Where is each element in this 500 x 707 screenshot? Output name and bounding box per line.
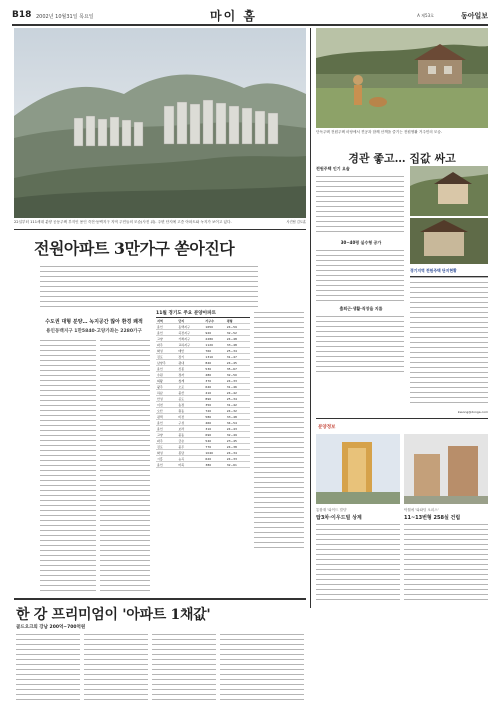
cell: 용인 <box>156 420 177 426</box>
newspaper-logo: 동아일보 <box>460 12 488 20</box>
cell: 마북 <box>177 462 204 468</box>
sale-item-2-body <box>404 524 488 604</box>
cell: 원동 <box>177 408 204 414</box>
cell: 1310 <box>204 354 225 360</box>
cell: 620 <box>204 456 225 462</box>
cell: 오산 <box>156 408 177 414</box>
cell: 태안 <box>177 348 204 354</box>
cell: 530 <box>204 366 225 372</box>
cell: 청계 <box>177 378 204 384</box>
cell: 용인 <box>156 366 177 372</box>
complex-table <box>410 276 488 369</box>
cell: 능곡 <box>177 456 204 462</box>
cell: 정자 <box>177 372 204 378</box>
cell: 24~42 <box>226 390 250 396</box>
page-header <box>12 6 488 26</box>
cell: 640 <box>204 384 225 390</box>
cell: 보라 <box>177 426 204 432</box>
cell: 평내 <box>177 360 204 366</box>
table-title: 11월 경기도 주요 분양아파트 <box>156 310 250 318</box>
cell: 24~38 <box>226 444 250 450</box>
right-article-body-2 <box>316 250 404 302</box>
cell: 24~48 <box>226 336 250 342</box>
cell: 1650 <box>204 324 225 330</box>
cell: 460 <box>204 420 225 426</box>
cell: 파주 <box>156 438 177 444</box>
cell: 690 <box>204 432 225 438</box>
cell: 죽전지구 <box>177 330 204 336</box>
issue-tag: A 제53호 <box>417 13 434 18</box>
table-header: 단지 <box>177 318 204 324</box>
cell: 34~54 <box>226 420 250 426</box>
cell: 760 <box>204 348 225 354</box>
cell: 안성 <box>156 396 177 402</box>
lead-intro-text <box>40 266 258 308</box>
right-article-body-3 <box>316 316 404 374</box>
bottom-body-2 <box>84 634 148 702</box>
cell: 23~45 <box>226 438 250 444</box>
divider <box>14 229 306 230</box>
cell: 광주 <box>156 384 177 390</box>
left-article-body <box>40 340 96 595</box>
right-subhead-1: 전원주택 인기 요술 <box>316 166 350 171</box>
table <box>156 318 250 468</box>
cell: 풍무 <box>177 444 204 450</box>
right-subhead-2: 30~40평 실수형 공가 <box>340 240 382 245</box>
cell: 화성 <box>156 450 177 456</box>
right-inset-photo-2 <box>410 218 488 264</box>
cell: 의왕 <box>156 378 177 384</box>
cell: 시흥 <box>156 456 177 462</box>
cell: 봉담 <box>177 450 204 456</box>
cell: 남양주 <box>156 360 177 366</box>
right-photo-caption: 단독주택 전원주택 마당에서 견공과 함께 산책을 즐기는 전원생활 거주민의 모습. <box>316 130 442 134</box>
sale-item-1-label: 통합재 '와이드 빌딩' <box>316 508 348 512</box>
table-header: 지역 <box>156 318 177 324</box>
cell: 24~32 <box>226 408 250 414</box>
right-byline: kssong@donga.com <box>457 410 488 414</box>
sale-photo-2 <box>404 434 488 504</box>
sale-item-1-title: 탑3차·이우드빌 상계 <box>316 515 362 521</box>
bottom-body-3 <box>152 634 216 702</box>
right-article-body <box>316 176 404 236</box>
cell: 32~52 <box>226 330 250 336</box>
lead-subhead-2: 용인동백지구 1만5840·고양가좌는 2280가구 <box>46 329 142 334</box>
cell: 33~48 <box>226 342 250 348</box>
cell: 신봉 <box>177 366 204 372</box>
cell: 32~50 <box>226 372 250 378</box>
cell: 고양 <box>156 336 177 342</box>
right-photo <box>316 28 488 128</box>
cell: 24~59 <box>226 324 250 330</box>
cell: 31~42 <box>226 402 250 408</box>
cell: 오포 <box>177 384 204 390</box>
right-headline: 경관 좋고… 집값 싸고 <box>348 152 456 165</box>
sale-item-2-title: 11~13번형 258실 건립 <box>404 515 461 521</box>
cell: 장기 <box>177 354 204 360</box>
cell: 24~33 <box>226 456 250 462</box>
cell: 2280 <box>204 336 225 342</box>
cell: 840 <box>204 360 225 366</box>
cell: 25~34 <box>226 396 250 402</box>
page-number: B18 <box>12 10 32 20</box>
cell: 32~49 <box>226 432 250 438</box>
cell: 평택 <box>156 414 177 420</box>
cell: 920 <box>204 330 225 336</box>
cell: 380 <box>204 462 225 468</box>
cell: 금촌 <box>177 438 204 444</box>
issue-date: 2002년 10월31일 목요일 <box>36 14 94 20</box>
cell: 580 <box>204 414 225 420</box>
cell: 33~48 <box>226 414 250 420</box>
cell: 310 <box>204 426 225 432</box>
cell: 김포 <box>156 354 177 360</box>
table-header: 가구수 <box>204 318 225 324</box>
cell: 410 <box>204 390 225 396</box>
cell: 파주 <box>156 342 177 348</box>
bottom-body-4 <box>220 634 304 702</box>
bottom-headline: 한 강 프리미엄이 '아파트 1채값' <box>16 607 211 623</box>
sale-item-1-body <box>316 524 400 604</box>
sale-photo-1 <box>316 434 400 504</box>
cell: 350 <box>204 402 225 408</box>
right-inset-photo <box>410 166 488 216</box>
cell: 540 <box>204 438 225 444</box>
cell: 24~34 <box>226 450 250 456</box>
bottom-body-1 <box>16 634 80 702</box>
cell: 용인 <box>156 462 177 468</box>
bottom-byline: 골드오크의 강남 200억~700억원 <box>16 625 86 630</box>
table-side-text <box>254 312 304 550</box>
main-photo <box>14 28 306 218</box>
cell: 화성 <box>156 348 177 354</box>
cell: 동백지구 <box>177 324 204 330</box>
cell: 공도 <box>177 396 204 402</box>
cell: 24~45 <box>226 360 250 366</box>
right-article-body-4 <box>410 372 488 406</box>
cell: 25~34 <box>226 348 250 354</box>
cell: 1120 <box>204 342 225 348</box>
sale-label: 분양정보 <box>318 425 336 430</box>
cell: 교하지구 <box>177 342 204 348</box>
cell: 용인 <box>156 426 177 432</box>
table-row <box>156 462 250 468</box>
cell: 31~47 <box>226 354 250 360</box>
main-photo-caption: 22일부터 111세대 분양 공동주택 부지인 용인 죽전·동백지구 지역 주민들의 모습(사진 위). 주변 단지에 고층 아파트와 녹지가 보이고 있다. <box>14 220 232 224</box>
cell: 김포 <box>156 444 177 450</box>
cell: 720 <box>204 408 225 414</box>
cell: 1040 <box>204 450 225 456</box>
cell: 이천 <box>156 402 177 408</box>
cell: 32~61 <box>226 462 250 468</box>
main-photo-credit: 사진팀 김도훈 <box>286 220 306 224</box>
column-divider <box>310 28 311 608</box>
right-subhead-3: 출퇴근·생활·직장을 지름 <box>339 306 383 311</box>
cell: 용인 <box>156 330 177 336</box>
cell: 770 <box>204 444 225 450</box>
sale-divider <box>316 418 488 419</box>
cell: 송정 <box>177 402 204 408</box>
section-title: 마이 홈 <box>210 9 257 23</box>
lead-subhead-1: 수도권 대형 분양… 녹지공간 많아 환경 쾌적 <box>45 319 143 325</box>
cell: 31~46 <box>226 384 250 390</box>
cell: 용인 <box>156 324 177 330</box>
cell: 풍동 <box>177 432 204 438</box>
cell: 35~67 <box>226 366 250 372</box>
table-header: 평형 <box>226 318 250 324</box>
cell: 24~33 <box>226 378 250 384</box>
cell: 24~43 <box>226 426 250 432</box>
cell: 비전 <box>177 414 204 420</box>
complex-table-title: 경기지역 전원주택 단지현황 <box>410 268 457 273</box>
bottom-divider <box>14 598 306 600</box>
cell: 890 <box>204 396 225 402</box>
cell: 고양 <box>156 432 177 438</box>
left-article-body-2 <box>100 340 150 595</box>
sale-item-2-label: 탁월에 '와와딩 오피스' <box>404 508 439 512</box>
cell: 370 <box>204 378 225 384</box>
cell: 구성 <box>177 420 204 426</box>
listing-table <box>156 310 250 468</box>
cell: 하남 <box>156 390 177 396</box>
cell: 풍산 <box>177 390 204 396</box>
lead-headline: 전원아파트 3만가구 쏟아진다 <box>34 239 235 258</box>
cell: 가좌지구 <box>177 336 204 342</box>
cell: 수원 <box>156 372 177 378</box>
cell: 480 <box>204 372 225 378</box>
